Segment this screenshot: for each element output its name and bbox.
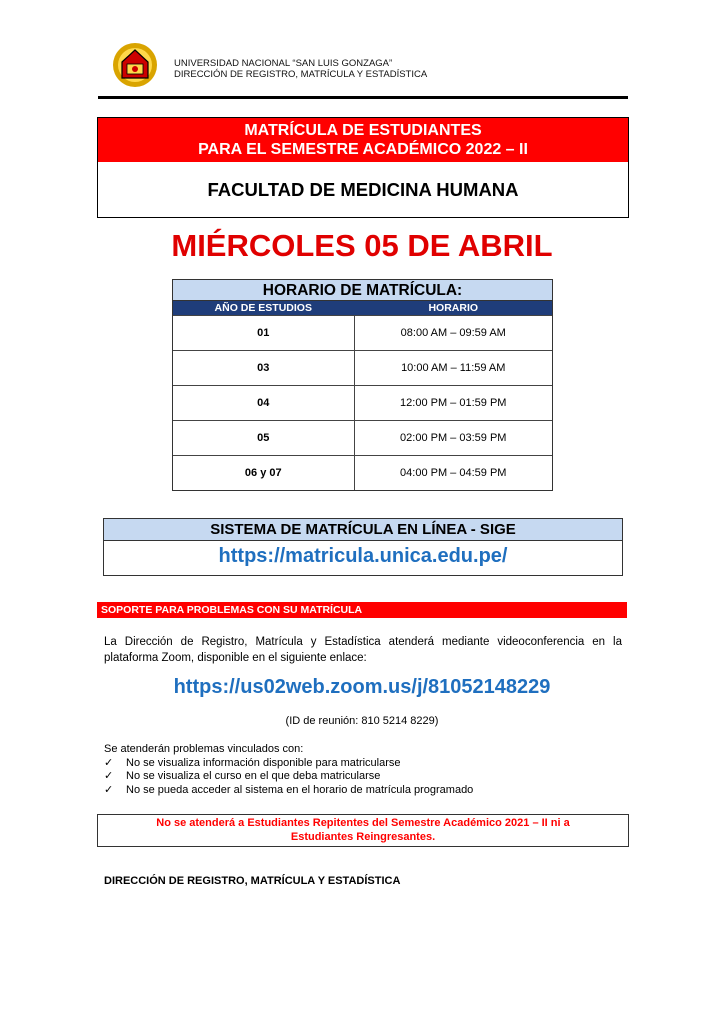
year-cell: 05 (173, 421, 355, 455)
column-header-time: HORARIO (428, 302, 479, 314)
table-row (173, 455, 552, 490)
sige-box (103, 518, 623, 576)
table-row (173, 315, 552, 350)
schedule-table (172, 279, 553, 491)
issue-text: No se visualiza información disponible para matricularse (126, 756, 401, 769)
warning-line-1: No se atenderá a Estudiantes Repitentes del Semestre Académico 2021 – II ni a (156, 817, 570, 829)
title-line-2: PARA EL SEMESTRE ACADÉMICO 2022 – II (198, 141, 528, 158)
department-name: DIRECCIÓN DE REGISTRO, MATRÍCULA Y ESTADÍSTICA (174, 69, 428, 80)
table-row (173, 420, 552, 455)
title-banner (98, 118, 628, 162)
list-item (104, 757, 473, 771)
checkmark-icon: ✓ (104, 783, 114, 796)
schedule-title: HORARIO DE MATRÍCULA: (173, 280, 552, 301)
time-cell: 12:00 PM – 01:59 PM (400, 397, 507, 409)
list-item (104, 770, 473, 784)
issues-list (104, 743, 473, 797)
title-box (97, 117, 629, 218)
university-seal-logo (112, 42, 158, 88)
warning-line-2: Estudiantes Reingresantes. (290, 831, 436, 843)
footer-signature: DIRECCIÓN DE REGISTRO, MATRÍCULA Y ESTADÍSTICA (104, 875, 401, 887)
year-cell: 01 (173, 316, 355, 350)
time-cell: 04:00 PM – 04:59 PM (400, 467, 507, 479)
faculty-name: FACULTAD DE MEDICINA HUMANA (207, 179, 519, 200)
support-paragraph: La Dirección de Registro, Matrícula y Estadística atenderá mediante videoconferencia en la plataforma Zoom, disponible en el siguiente enlace: (104, 636, 622, 664)
support-section-header (97, 602, 627, 618)
support-title: SOPORTE PARA PROBLEMAS CON SU MATRÍCULA (101, 604, 363, 616)
issue-text: No se visualiza el curso en el que deba matricularse (126, 770, 381, 782)
enrollment-date: MIÉRCOLES 05 DE ABRIL (171, 228, 553, 263)
year-cell: 04 (173, 386, 355, 420)
sige-title: SISTEMA DE MATRÍCULA EN LÍNEA - SIGE (104, 519, 622, 541)
year-cell: 06 y 07 (173, 456, 355, 490)
list-item (104, 784, 473, 798)
table-row (173, 350, 552, 385)
issues-intro: Se atenderán problemas vinculados con: (104, 743, 304, 755)
institution-header (174, 58, 427, 80)
checkmark-icon: ✓ (104, 756, 114, 769)
time-cell: 08:00 AM – 09:59 AM (400, 327, 506, 339)
year-cell: 03 (173, 351, 355, 385)
table-row (173, 385, 552, 420)
issue-text: No se pueda acceder al sistema en el horario de matrícula programado (126, 783, 474, 796)
time-cell: 10:00 AM – 11:59 AM (401, 362, 506, 374)
time-cell: 02:00 PM – 03:59 PM (400, 432, 507, 444)
header-divider (98, 96, 628, 99)
checkmark-icon: ✓ (104, 770, 114, 782)
institution-name: UNIVERSIDAD NACIONAL “SAN LUIS GONZAGA” (174, 58, 393, 69)
column-header-year: AÑO DE ESTUDIOS (173, 301, 355, 315)
meeting-id: (ID de reunión: 810 5214 8229) (285, 715, 439, 727)
title-line-1: MATRÍCULA DE ESTUDIANTES (244, 122, 482, 139)
sige-link[interactable]: https://matricula.unica.edu.pe/ (218, 545, 508, 567)
schedule-header-row (173, 301, 552, 315)
zoom-link[interactable]: https://us02web.zoom.us/j/81052148229 (173, 676, 551, 698)
warning-box (97, 814, 629, 847)
